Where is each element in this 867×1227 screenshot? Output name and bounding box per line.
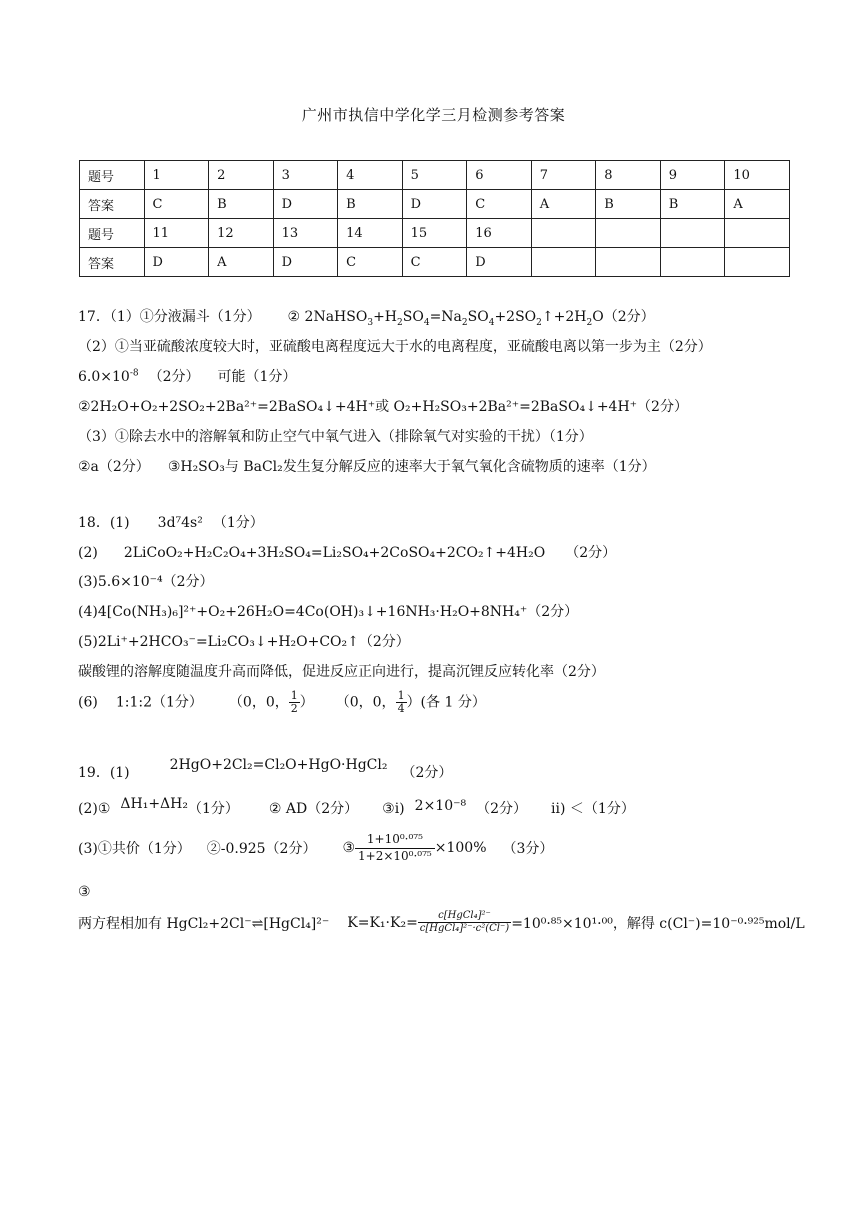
table-cell: 4 bbox=[338, 161, 403, 190]
q19-line-4: ③ bbox=[78, 884, 91, 900]
table-cell: D bbox=[402, 190, 467, 219]
q17-part1-label: 17．（1）①分液漏斗（1分） bbox=[78, 309, 261, 325]
table-cell: 13 bbox=[273, 219, 338, 248]
q17-line-4: ②2H₂O+O₂+2SO₂+2Ba²⁺=2BaSO₄↓+4H⁺或 O₂+H₂SO₃+2Ba²⁺=2BaSO₄↓+4H⁺（2分） bbox=[78, 399, 688, 415]
yield-fraction: $\frac{\text{1+10⁰·⁰⁷⁵}}{\text{1+2×10⁰·⁰⁷⁵}}$ bbox=[355, 832, 435, 864]
table-cell: 3 bbox=[273, 161, 338, 190]
q19-line-1: 19．(1) 2HgO+2Cl₂=Cl₂O+HgO·HgCl₂ （2分） bbox=[78, 757, 453, 781]
table-cell bbox=[596, 248, 661, 277]
page-title: 广州市执信中学化学三月检测参考答案 bbox=[301, 106, 566, 124]
table-cell: 2 bbox=[209, 161, 274, 190]
fraction-one-half: $\frac{1}{2}$ bbox=[290, 689, 298, 716]
table-cell: 7 bbox=[531, 161, 596, 190]
q17-equation: ② $2NaHSO_3+H_2SO_4=Na_2SO_4+2SO_2↑+2H_2O(2$分） bbox=[287, 309, 655, 328]
table-cell: C bbox=[402, 248, 467, 277]
table-cell: 11 bbox=[144, 219, 209, 248]
table-cell: C bbox=[338, 248, 403, 277]
table-cell: 9 bbox=[660, 161, 725, 190]
table-cell: 14 bbox=[338, 219, 403, 248]
table-cell bbox=[531, 219, 596, 248]
table-cell bbox=[660, 248, 725, 277]
table-row bbox=[80, 190, 790, 219]
table-cell: A bbox=[531, 190, 596, 219]
q17-line-1 bbox=[78, 306, 655, 326]
table-row bbox=[80, 219, 790, 248]
q18-line-4: (4)4[Co(NH₃)₆]²⁺+O₂+26H₂O=4Co(OH)₃↓+16NH₃·H₂O+8NH₄⁺（2分） bbox=[78, 604, 579, 620]
table-cell: A bbox=[209, 248, 274, 277]
table-cell: B bbox=[338, 190, 403, 219]
row-header-cell: 题号 bbox=[80, 219, 145, 248]
table-cell: C bbox=[144, 190, 209, 219]
q18-line-2: (2) 2LiCoO₂+H₂C₂O₄+3H₂SO₄=Li₂SO₄+2CoSO₄+2CO₂↑+4H₂O （2分） bbox=[78, 545, 617, 561]
q18-line-1: 18．(1) 3d⁷4s² （1分） bbox=[78, 515, 264, 531]
table-cell: B bbox=[209, 190, 274, 219]
table-cell: D bbox=[144, 248, 209, 277]
table-cell bbox=[725, 219, 790, 248]
table-cell: D bbox=[273, 248, 338, 277]
q19-line-3: (3)①共价（1分） ②-0.925（2分） ③ $\frac{\text{1+10⁰·⁰⁷⁵}}{\text{1+2×10⁰·⁰⁷⁵}}$ ×100% （3分） bbox=[78, 832, 554, 863]
table-cell: B bbox=[660, 190, 725, 219]
table-row bbox=[80, 248, 790, 277]
table-cell: 8 bbox=[596, 161, 661, 190]
q19-line-5: 两方程相加有 HgCl₂+2Cl⁻⇌[HgCl₄]²⁻ K=K₁·K₂= c[HgCl₄]²⁻ c[HgCl₄]²⁻·c²(Cl⁻) =10⁰·⁸⁵×10¹·⁰⁰，解得 c(Cl⁻)=10⁻⁰·⁹²⁵mol/L bbox=[78, 910, 805, 934]
table-cell: D bbox=[467, 248, 532, 277]
q17-line-3: $6.0\times 10^{-8}$ （2分） 可能（1分） bbox=[78, 368, 297, 385]
table-cell: 5 bbox=[402, 161, 467, 190]
table-cell: 12 bbox=[209, 219, 274, 248]
q17-line-2: （2）①当亚硫酸浓度较大时，亚硫酸电离程度远大于水的电离程度，亚硫酸电离以第一步为主（2分） bbox=[78, 339, 712, 355]
table-cell: 6 bbox=[467, 161, 532, 190]
q17-line-5: （3）①除去水中的溶解氧和防止空气中氧气进入（排除氧气对实验的干扰）（1分） bbox=[78, 429, 593, 445]
table-cell bbox=[660, 219, 725, 248]
q18-line-3: (3)5.6×10⁻⁴（2分） bbox=[78, 574, 214, 590]
row-header-cell: 题号 bbox=[80, 161, 145, 190]
table-cell: 15 bbox=[402, 219, 467, 248]
row-header-cell: 答案 bbox=[80, 190, 145, 219]
table-cell bbox=[596, 219, 661, 248]
table-cell bbox=[531, 248, 596, 277]
equilibrium-constant-fraction: c[HgCl₄]²⁻ c[HgCl₄]²⁻·c²(Cl⁻) bbox=[419, 910, 510, 934]
q17-line-6: ②a（2分） ③H₂SO₃与 BaCl₂发生复分解反应的速率大于氧气氧化含硫物质的速率（1分） bbox=[78, 459, 656, 475]
q18-line-6: 碳酸锂的溶解度随温度升高而降低，促进反应正向进行，提高沉锂反应转化率（2分） bbox=[78, 664, 605, 680]
row-header-cell: 答案 bbox=[80, 248, 145, 277]
q19-line-2: (2)① ΔH₁+ΔH₂（1分） ② AD（2分） ③i) 2×10⁻⁸ （2分） ii) ＜（1分） bbox=[78, 796, 635, 817]
table-cell: 16 bbox=[467, 219, 532, 248]
table-cell: D bbox=[273, 190, 338, 219]
q18-line-7: (6) 1:1:2（1分） （0，0， $\frac{1}{2}$ ） （0，0， $\frac{1}{4}$ ）(各 1 分） bbox=[78, 689, 486, 716]
table-cell: 1 bbox=[144, 161, 209, 190]
table-cell: B bbox=[596, 190, 661, 219]
answer-table bbox=[79, 160, 790, 277]
fraction-one-quarter: $\frac{1}{4}$ bbox=[397, 689, 405, 716]
table-cell: 10 bbox=[725, 161, 790, 190]
table-cell: A bbox=[725, 190, 790, 219]
table-cell: C bbox=[467, 190, 532, 219]
table-cell bbox=[725, 248, 790, 277]
table-row bbox=[80, 161, 790, 190]
q18-line-5: (5)2Li⁺+2HCO₃⁻=Li₂CO₃↓+H₂O+CO₂↑（2分） bbox=[78, 634, 410, 650]
